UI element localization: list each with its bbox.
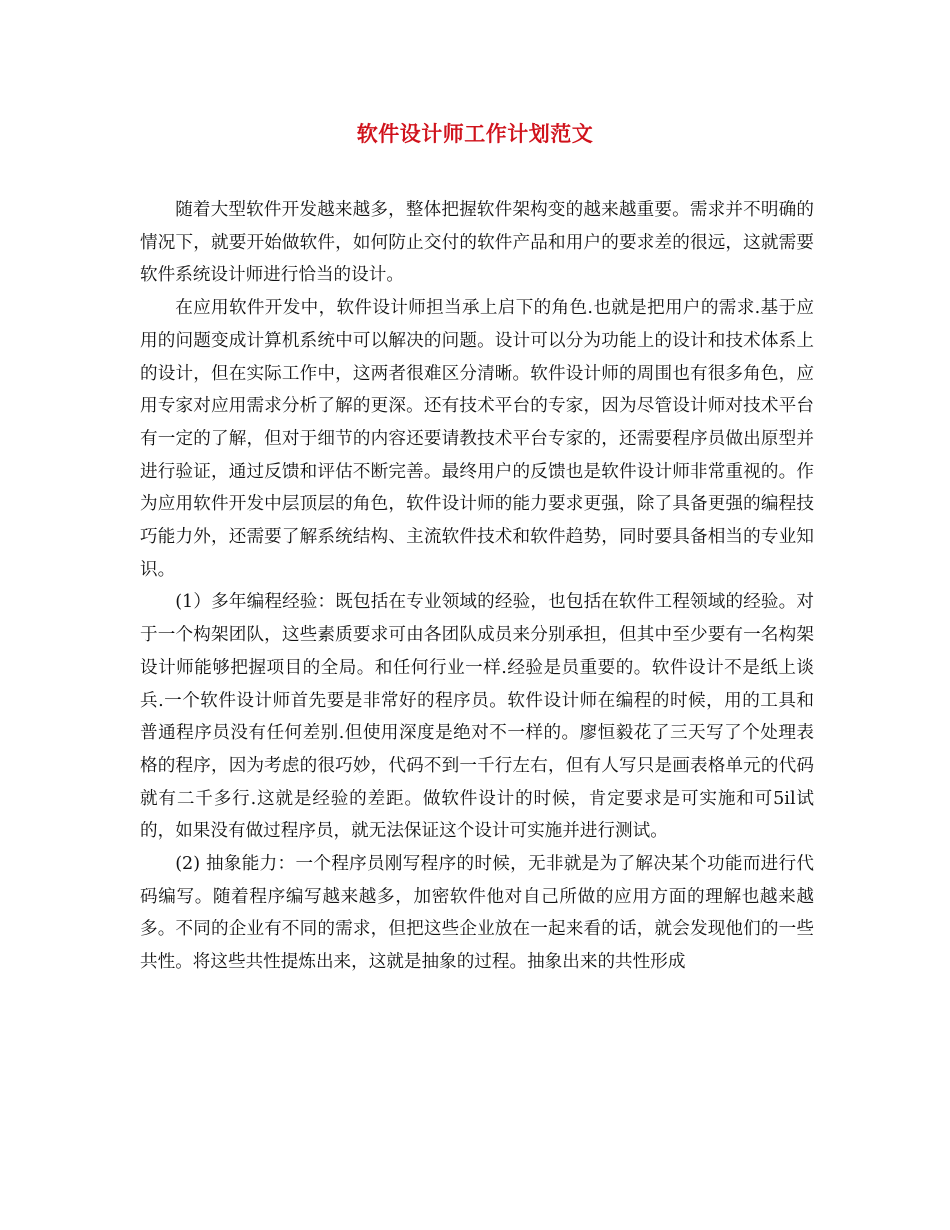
- document-body: [140, 194, 814, 979]
- paragraph-abstraction: (2) 抽象能力：一个程序员刚写程序的时候，无非就是为了解决某个功能而进行代码编写。随着程序编写越来越多，加密软件他对自己所做的应用方面的理解也越来越多。不同的企业有不同的需求，但把这些企业放在一起来看的话，就会发现他们的一些共性。将这些共性提炼出来，这就是抽象的过程。抽象出来的共性形成: [140, 854, 814, 973]
- paragraph-role: 在应用软件开发中，软件设计师担当承上启下的角色.也就是把用户的需求.基于应用的问题变成计算机系统中可以解决的问题。设计可以分为功能上的设计和技术体系上的设计，但在实际工作中，这两者很难区分清晰。软件设计师的周围也有很多角色，应用专家对应用需求分析了解的更深。还有技术平台的专家，因为尽管设计师对技术平台有一定的了解，但对于细节的内容还要请教技术平台专家的，还需要程序员做出原型并进行验证，通过反馈和评估不断完善。最终用户的反馈也是软件设计师非常重视的。作为应用软件开发中层顶层的角色，软件设计师的能力要求更强，除了具备更强的编程技巧能力外，还需要了解系统结构、主流软件技术和软件趋势，同时要具备相当的专业知识。: [140, 298, 814, 580]
- paragraph-intro: 随着大型软件开发越来越多，整体把握软件架构变的越来越重要。需求并不明确的情况下，就要开始做软件，如何防止交付的软件产品和用户的要求差的很远，这就需要软件系统设计师进行恰当的设计。: [140, 200, 814, 286]
- document-title: 软件设计师工作计划范文: [356, 121, 594, 146]
- paragraph-experience: (1）多年编程经验：既包括在专业领域的经验，也包括在软件工程领域的经验。对于一个构架团队，这些素质要求可由各团队成员来分别承担，但其中至少要有一名构架设计师能够把握项目的全局。和任何行业一样.经验是员重要的。软件设计不是纸上谈兵.一个软件设计师首先要是非常好的程序员。软件设计师在编程的时候，用的工具和普通程序员没有任何差别.但使用深度是绝对不一样的。廖恒毅花了三天写了个处理表格的程序，因为考虑的很巧妙，代码不到一千行左右，但有人写只是画表格单元的代码就有二千多行.这就是经验的差距。做软件设计的时候，肯定要求是可实施和可5il试的，如果没有做过程序员，就无法保证这个设计可实施并进行测试。: [140, 592, 814, 842]
